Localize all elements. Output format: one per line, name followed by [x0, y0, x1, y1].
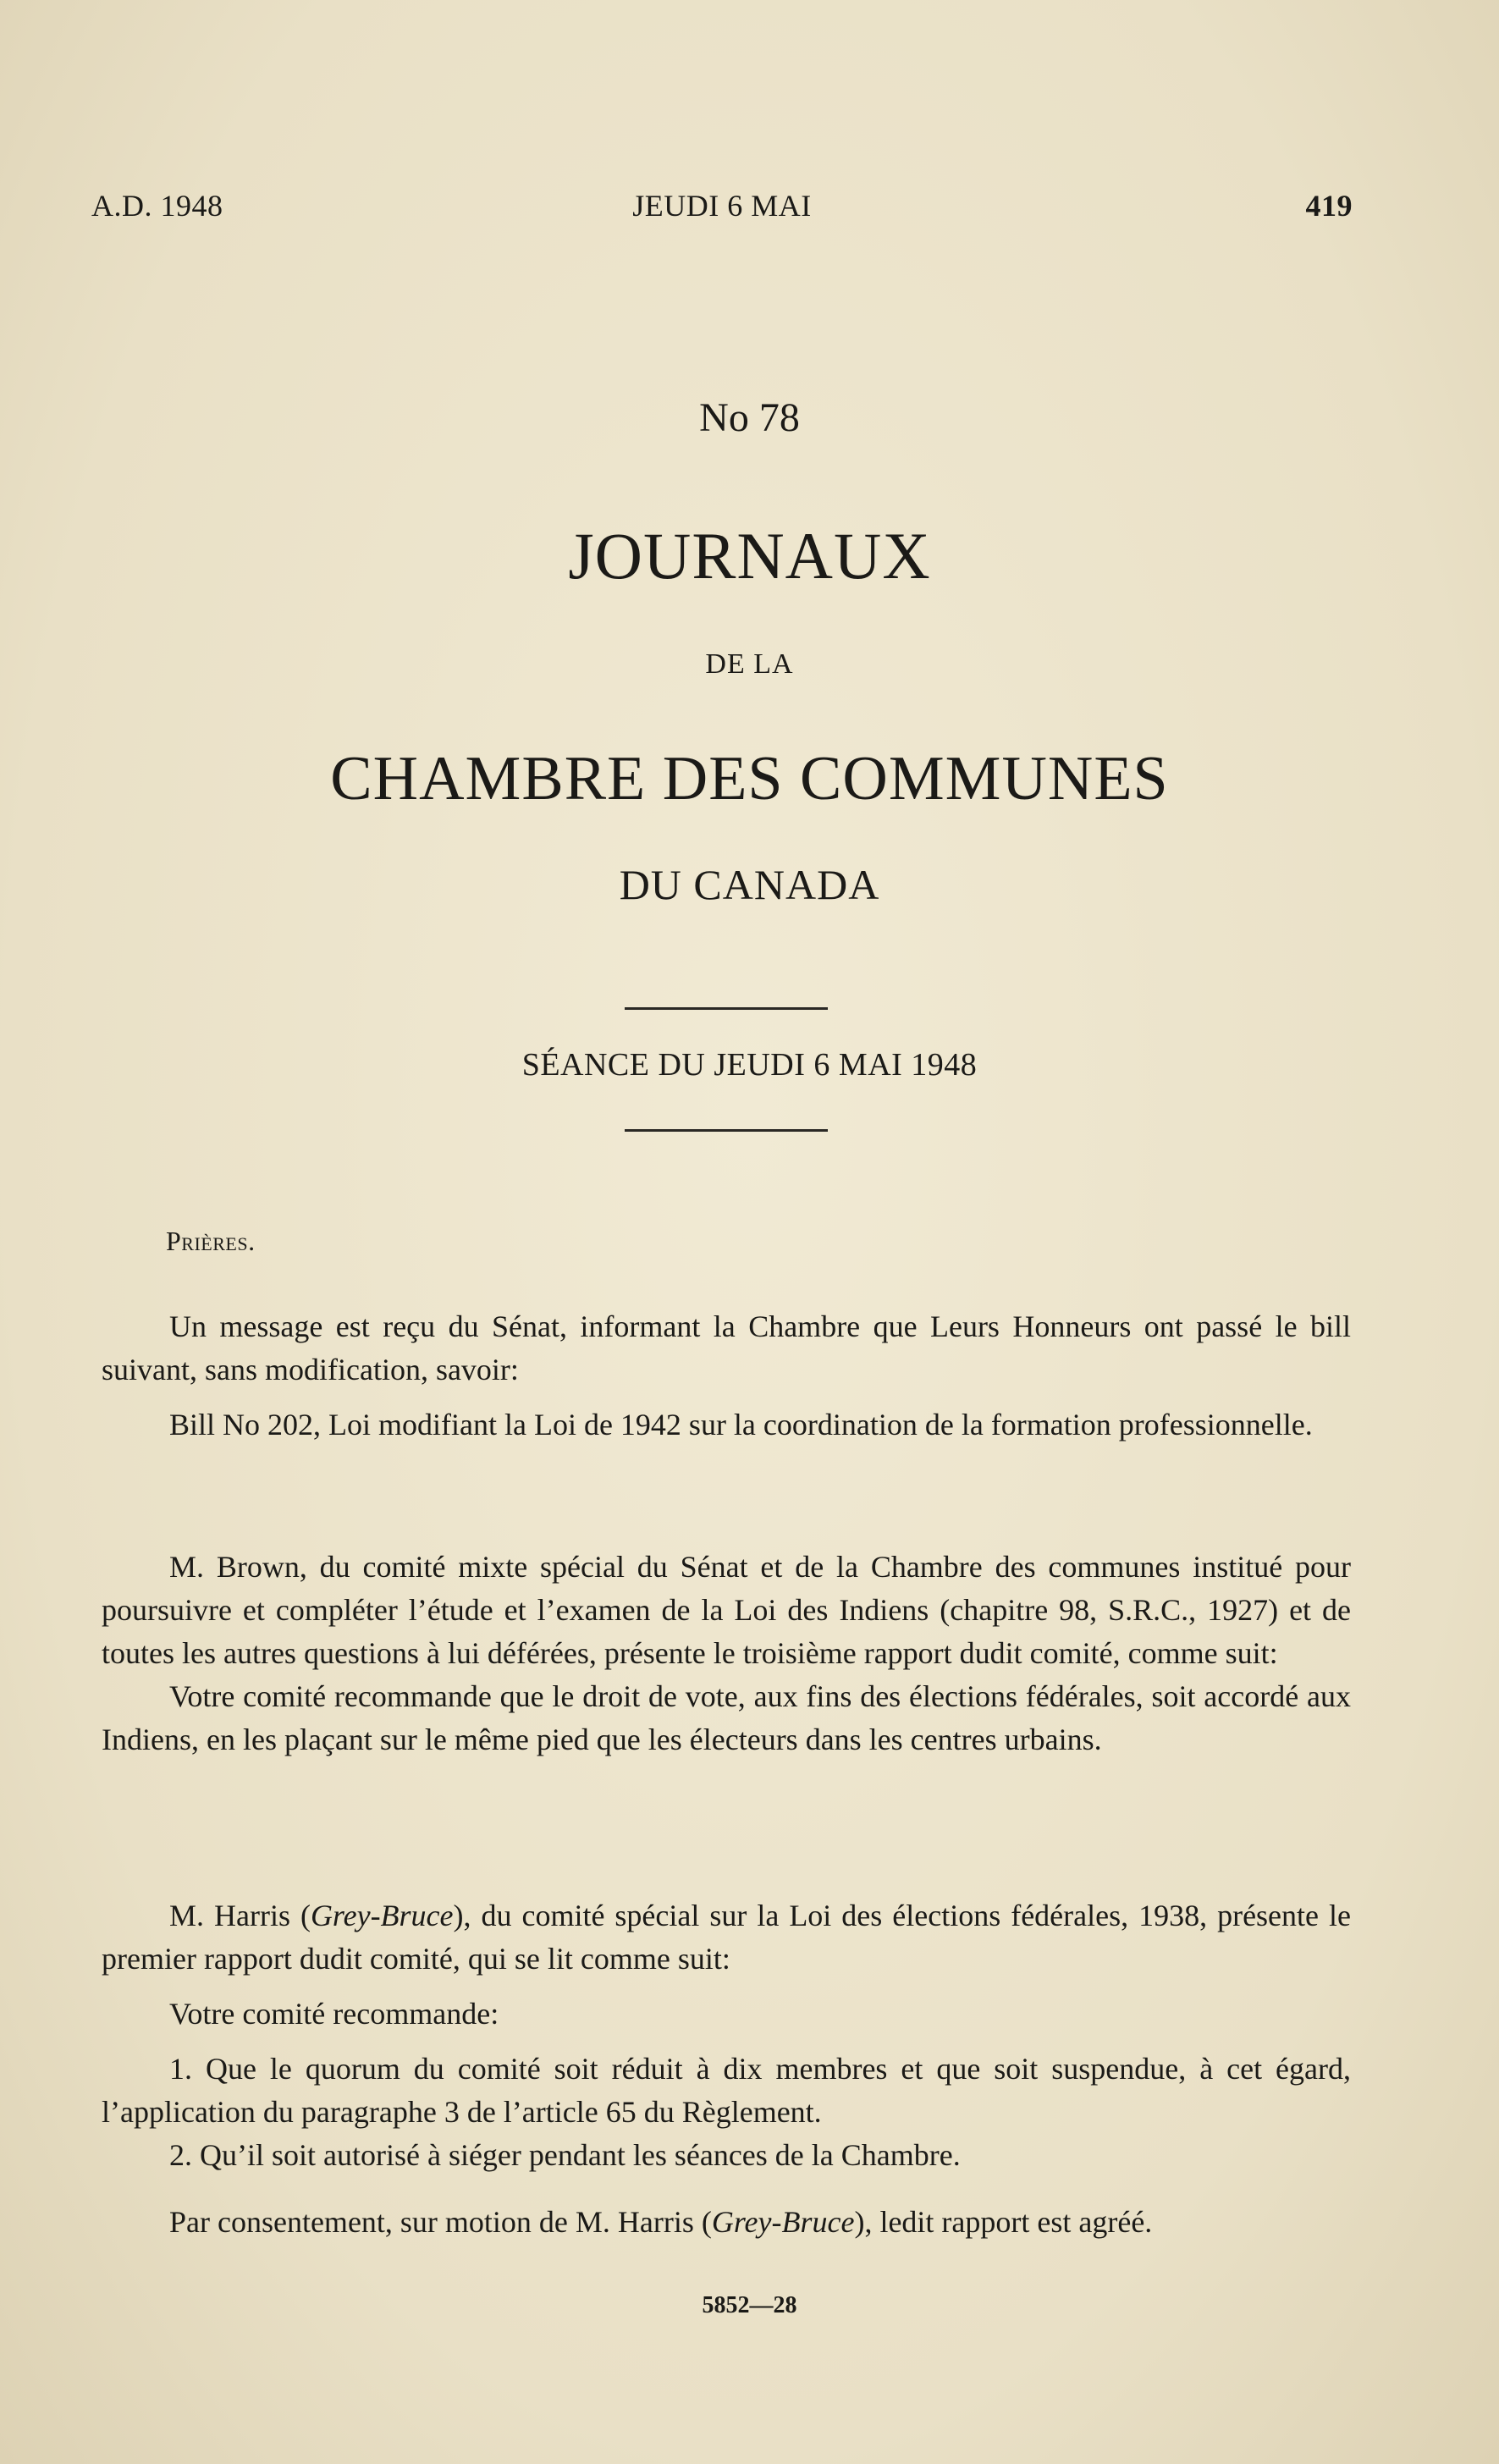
- page-number: 419: [1305, 189, 1353, 223]
- brown-report-paragraph: M. Brown, du comité mixte spécial du Sénat et de la Chambre des communes institué pour poursuivre et compléter l’étude et l’examen de la Loi des Indiens (chapitre 98, S.R.C., 1927) et de toutes les autres questions à lui déférées, présente le troisième rapport dudit comité, comme suit:: [102, 1550, 1351, 1670]
- running-head-year: A.D. 1948: [91, 189, 223, 223]
- title-connector: DE LA: [705, 648, 794, 680]
- riding-name: Grey-Bruce: [310, 1899, 454, 1932]
- senate-message-paragraph: Un message est reçu du Sénat, informant la Chambre que Leurs Honneurs ont passé le bill suivant, sans modification, savoir:: [102, 1309, 1351, 1386]
- running-head-date: JEUDI 6 MAI: [632, 189, 812, 223]
- adoption-paragraph: [102, 2201, 1351, 2244]
- harris-report-text-a: M. Harris (: [169, 1899, 311, 1932]
- printer-signature: 5852—28: [702, 2292, 797, 2318]
- divider-rule-bottom: [625, 1129, 828, 1132]
- riding-name: Grey-Bruce: [711, 2205, 855, 2239]
- country-subtitle: DU CANADA: [619, 861, 880, 908]
- running-head: [91, 188, 1353, 230]
- harris-report-paragraph: [102, 1894, 1351, 1981]
- journal-title: JOURNAUX: [568, 519, 931, 593]
- recommendation-intro: Votre comité recommande:: [169, 1997, 499, 2031]
- session-heading: SÉANCE DU JEUDI 6 MAI 1948: [521, 1047, 978, 1083]
- brown-report-section: [102, 1546, 1351, 1761]
- divider-rule-top: [625, 1007, 828, 1010]
- harris-report-section: [102, 1894, 1351, 2244]
- harris-report-text-b: ), du comité spécial sur la Loi des élections fédérales, 1938, présente le premier rapport dudit comité, qui se lit comme suit:: [102, 1899, 1351, 1976]
- recommendation-item-2: 2. Qu’il soit autorisé à siéger pendant les séances de la Chambre.: [169, 2138, 961, 2172]
- adoption-text-b: ), ledit rapport est agréé.: [854, 2205, 1153, 2239]
- brown-recommendation-paragraph: Votre comité recommande que le droit de vote, aux fins des élections fédérales, soit accordé aux Indiens, en les plaçant sur le même pied que les électeurs dans les centres urbains.: [102, 1679, 1351, 1756]
- issue-number: No 78: [699, 395, 800, 440]
- prayers-heading: Prières.: [166, 1226, 256, 1256]
- recommendation-item-1: 1. Que le quorum du comité soit réduit à dix membres et que soit suspendue, à cet égard, l’application du paragraphe 3 de l’article 65 du Règlement.: [102, 2052, 1351, 2129]
- chamber-title: CHAMBRE DES COMMUNES: [330, 744, 1169, 813]
- senate-message-section: [102, 1305, 1351, 1447]
- adoption-text-a: Par consentement, sur motion de M. Harris (: [169, 2205, 712, 2239]
- bill-paragraph: Bill No 202, Loi modifiant la Loi de 1942 sur la coordination de la formation professionnelle.: [169, 1408, 1313, 1441]
